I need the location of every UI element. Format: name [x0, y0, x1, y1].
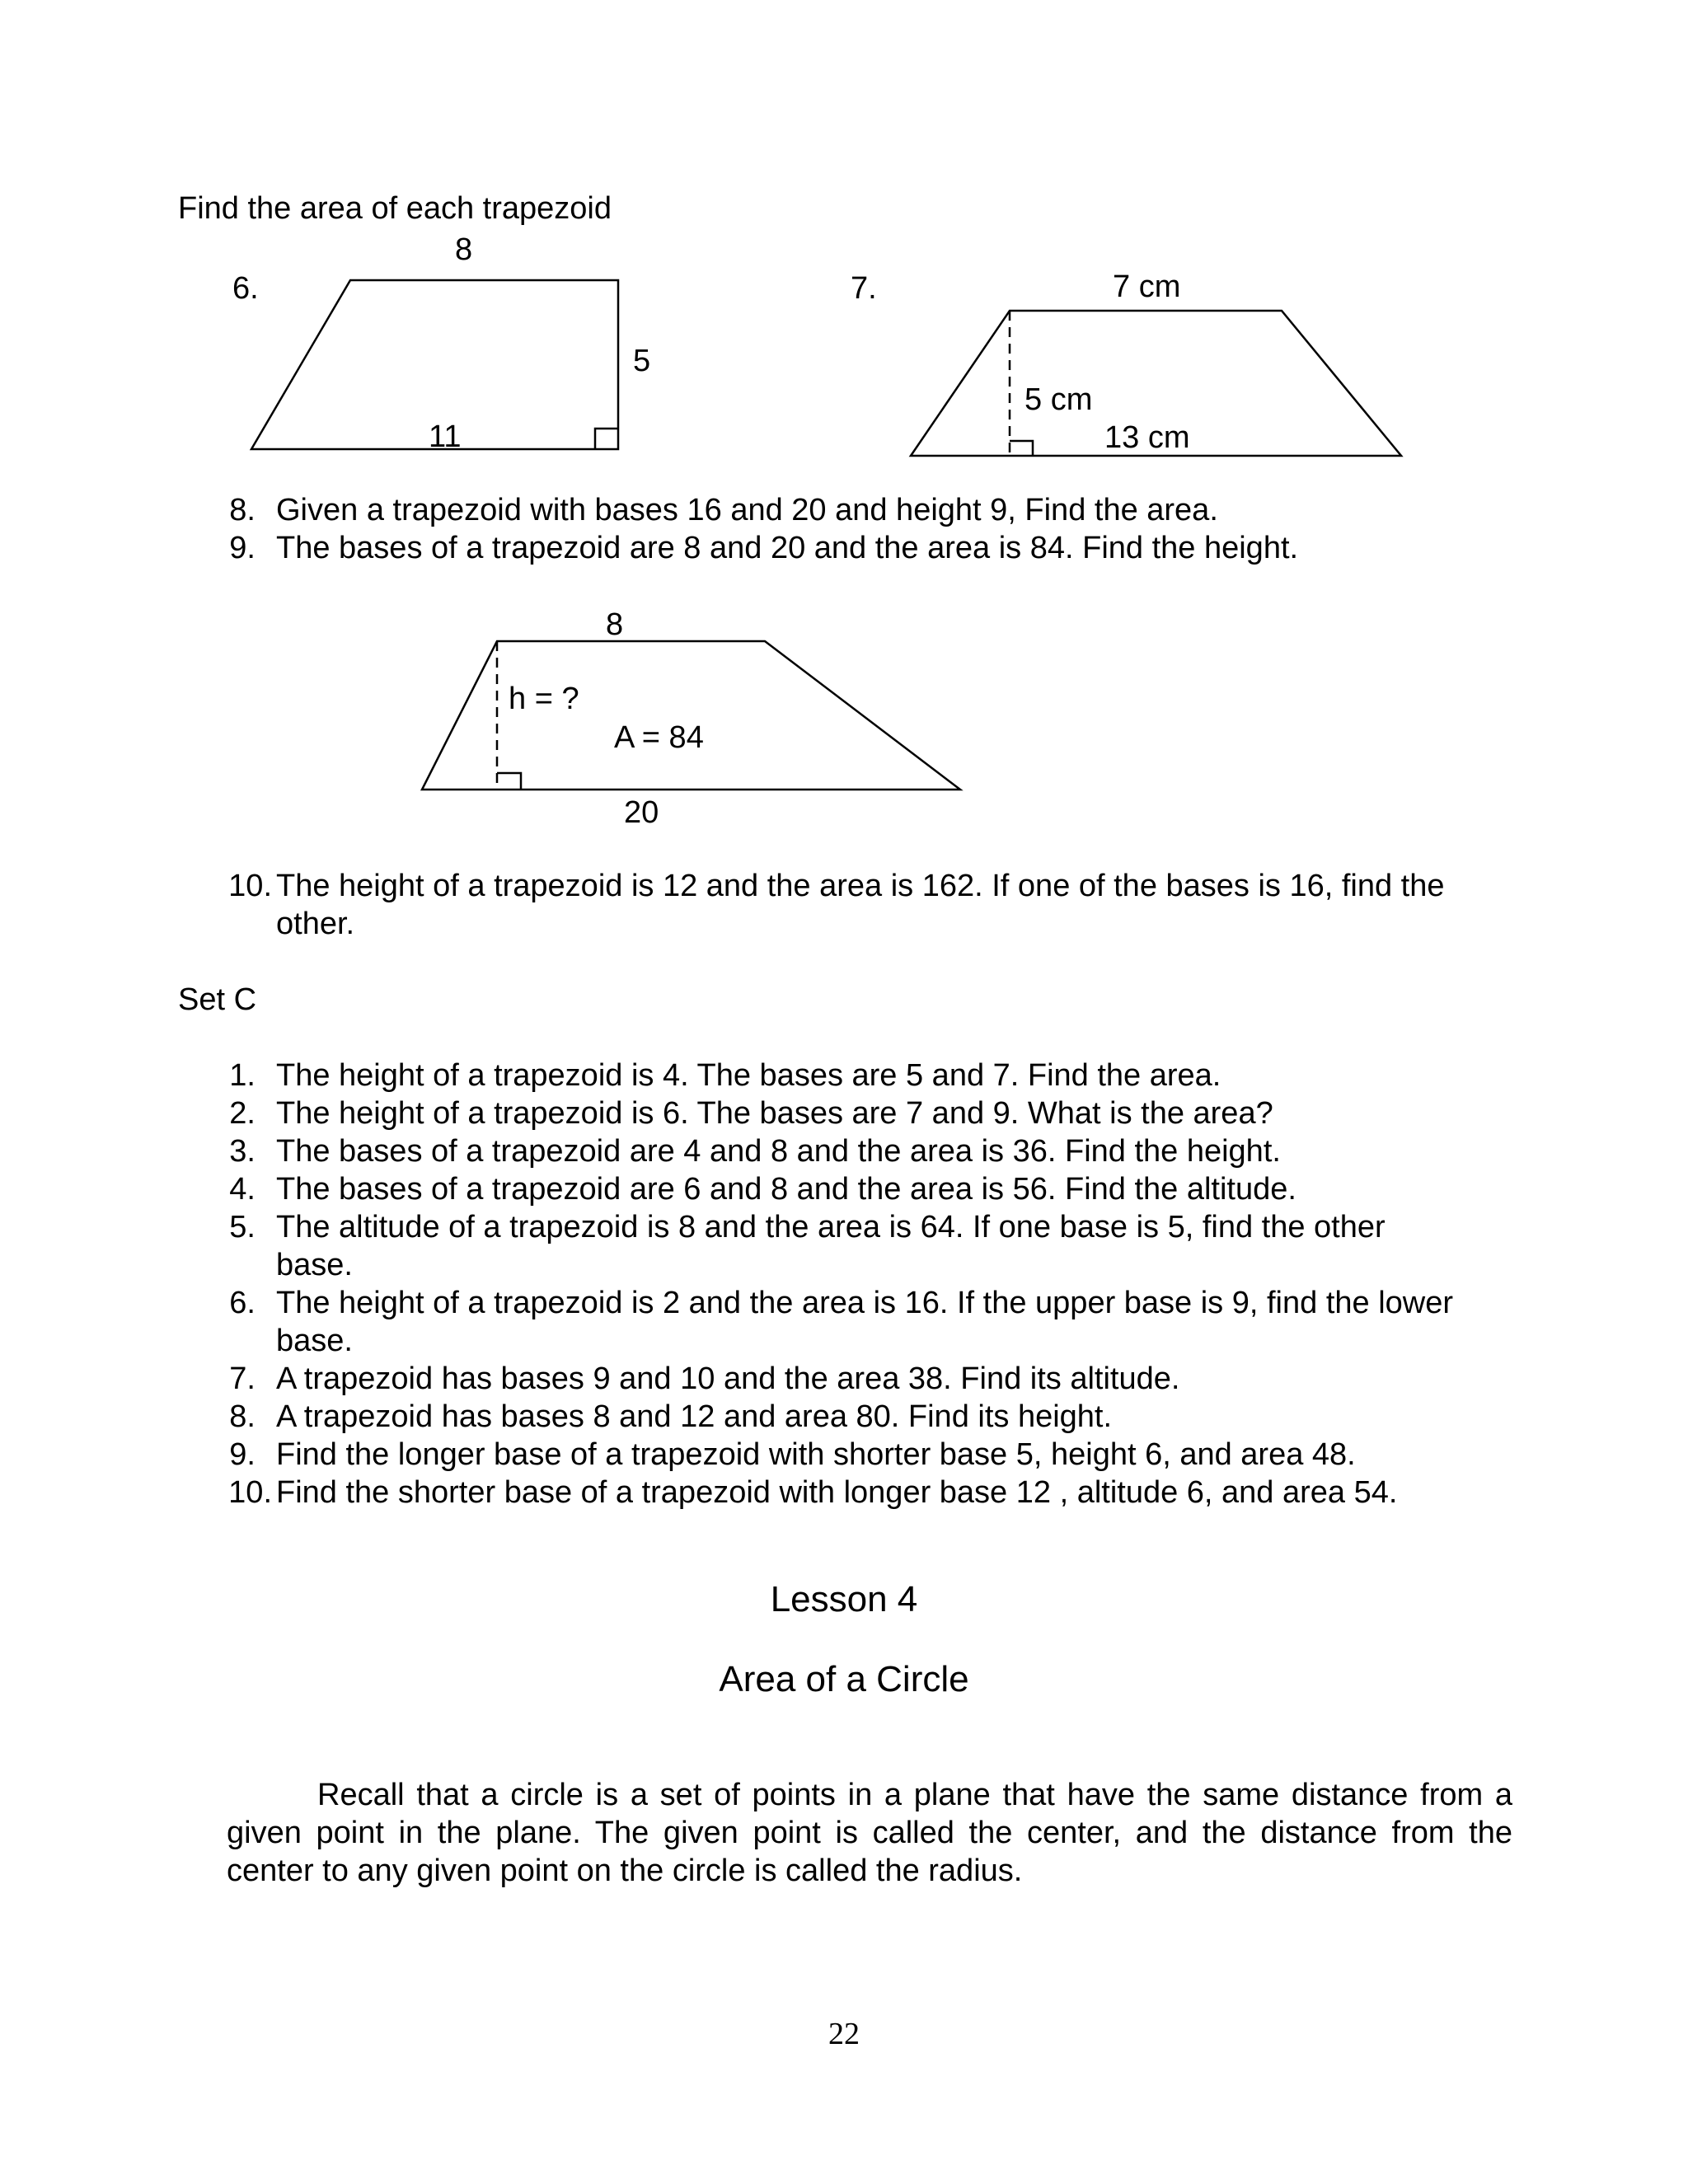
fig6-bottom-label: 11 — [429, 419, 462, 454]
fig7-number: 7. — [851, 271, 877, 306]
fig7-top-label: 7 cm — [1113, 269, 1181, 304]
fig9-bottom-label: 20 — [624, 795, 659, 830]
set-c-item-number: 10. — [228, 1475, 272, 1510]
fig7-bottom-label: 13 cm — [1104, 420, 1190, 455]
set-c-item-number: 7. — [229, 1361, 256, 1396]
set-c-item-text: A trapezoid has bases 9 and 10 and the area 38. Find its altitude. — [276, 1361, 1180, 1396]
trapezoid-9 — [422, 641, 960, 790]
set-c-item-text: The height of a trapezoid is 4. The bases are 5 and 7. Find the area. — [276, 1058, 1221, 1093]
set-c-item-text: The height of a trapezoid is 2 and the area is 16. If the upper base is 9, find the lower base. — [276, 1286, 1454, 1358]
set-c-item-text: Find the shorter base of a trapezoid with longer base 12 , altitude 6, and area 54. — [276, 1475, 1398, 1510]
problem-9-number: 9. — [229, 531, 256, 565]
set-c-item-number: 1. — [229, 1058, 256, 1093]
fig6-top-label: 8 — [455, 232, 473, 267]
problem-8-text: Given a trapezoid with bases 16 and 20 and height 9, Find the area. — [276, 493, 1218, 527]
set-c-item-text: The height of a trapezoid is 6. The bases are 7 and 9. What is the area? — [276, 1096, 1273, 1131]
set-c-item-number: 9. — [229, 1437, 256, 1472]
fig7-height-label: 5 cm — [1025, 382, 1093, 417]
fig6-number: 6. — [232, 271, 259, 306]
set-c-item-number: 2. — [229, 1096, 256, 1131]
set-c-item-text: A trapezoid has bases 8 and 12 and area 80. Find its height. — [276, 1399, 1113, 1434]
set-c-title: Set C — [178, 982, 257, 1017]
set-c-item-text: The altitude of a trapezoid is 8 and the area is 64. If one base is 5, find the other base. — [276, 1210, 1386, 1282]
lesson-subtitle: Area of a Circle — [719, 1659, 969, 1699]
problem-9-text: The bases of a trapezoid are 8 and 20 and the area is 84. Find the height. — [276, 531, 1299, 565]
instruction-heading: Find the area of each trapezoid — [178, 191, 612, 226]
intro-paragraph: Recall that a circle is a set of points in a plane that have the same distance from a given point in the plane. The given point is called the center, and the distance from the center to any given point on the circle is called the radius. — [227, 1778, 1512, 1888]
set-c-item-number: 4. — [229, 1172, 256, 1207]
set-c-item-number: 5. — [229, 1210, 256, 1244]
set-c-item-number: 3. — [229, 1134, 256, 1169]
fig9-area-label: A = 84 — [614, 720, 704, 755]
set-c-item-text: The bases of a trapezoid are 4 and 8 and the area is 36. Find the height. — [276, 1134, 1281, 1169]
fig6-side-label: 5 — [633, 344, 651, 378]
set-c-item-number: 6. — [229, 1286, 256, 1320]
fig9-top-label: 8 — [606, 607, 624, 642]
problem-8-number: 8. — [229, 493, 256, 527]
fig9-height-label: h = ? — [509, 682, 579, 716]
page-number: 22 — [828, 2017, 860, 2051]
lesson-title: Lesson 4 — [770, 1579, 918, 1619]
problem-10-number: 10. — [228, 869, 272, 903]
set-c-item-number: 8. — [229, 1399, 256, 1434]
set-c-item-text: Find the longer base of a trapezoid with shorter base 5, height 6, and area 48. — [276, 1437, 1356, 1472]
problem-10-text: The height of a trapezoid is 12 and the area is 162. If one of the bases is 16, find the other. — [276, 869, 1445, 941]
set-c-item-text: The bases of a trapezoid are 6 and 8 and the area is 56. Find the altitude. — [276, 1172, 1296, 1207]
